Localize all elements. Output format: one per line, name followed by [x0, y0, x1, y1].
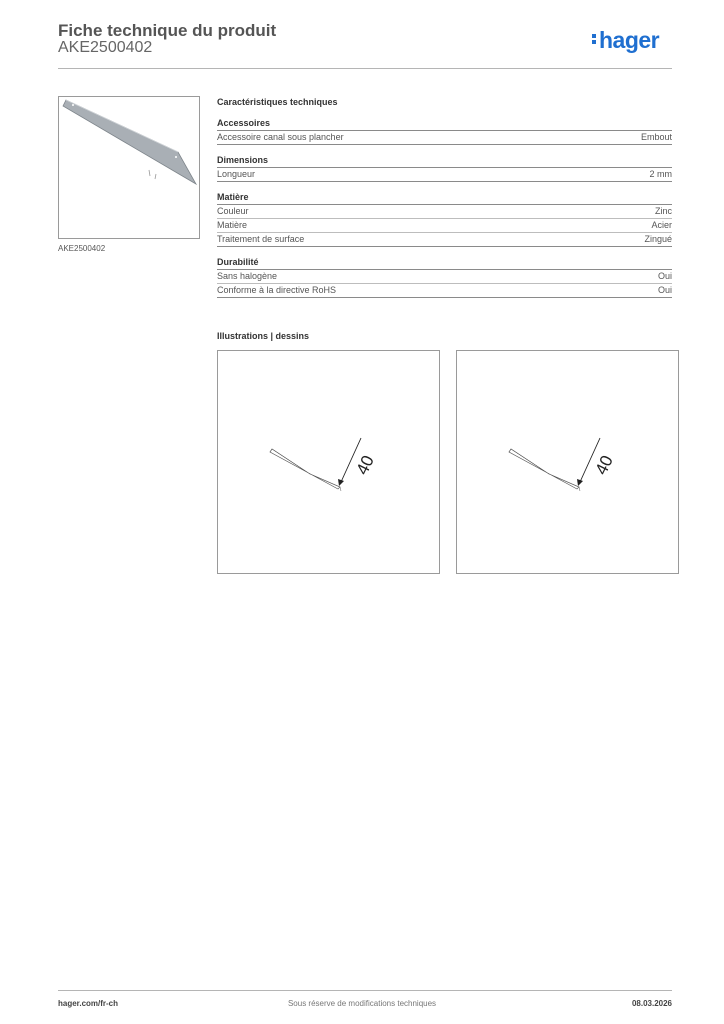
page-title: Fiche technique du produit: [58, 21, 277, 40]
footer-note: Sous réserve de modifications techniques: [287, 999, 437, 1008]
spec-label: Accessoire canal sous plancher: [217, 132, 344, 142]
spec-value: Acier: [651, 220, 672, 230]
spec-row: [217, 219, 672, 233]
spec-value: Oui: [657, 271, 672, 281]
dimension-drawing: [217, 350, 440, 574]
spec-row: [217, 270, 672, 284]
spec-section-title: Accessoires: [217, 118, 672, 131]
spec-label: Matière: [217, 220, 248, 230]
spec-label: Couleur: [217, 206, 249, 216]
spec-row: [217, 284, 672, 298]
header-divider: [58, 68, 672, 69]
illustrations-heading: Illustrations | dessins: [217, 331, 310, 341]
spec-value: Embout: [640, 132, 672, 142]
spec-label: Traitement de surface: [217, 234, 305, 244]
dimension-drawing-svg: [218, 351, 439, 573]
spec-value: Zinc: [654, 206, 672, 216]
spec-section-title: Dimensions: [217, 155, 672, 168]
spec-section-title: Durabilité: [217, 257, 672, 270]
product-reference: AKE2500402: [58, 39, 153, 56]
dimension-label: 40: [352, 452, 378, 478]
spec-label: Sans halogène: [217, 271, 278, 281]
spec-row: [217, 131, 672, 145]
spec-section-matiere: [217, 192, 672, 247]
spec-row: [217, 168, 672, 182]
footer-divider: [58, 990, 672, 991]
logo-dots-icon: [592, 32, 597, 46]
product-image-caption: AKE2500402: [58, 244, 106, 253]
spec-row: [217, 205, 672, 219]
end-cap-plate-image: [59, 97, 199, 238]
spec-value: Zingué: [644, 234, 672, 244]
spec-section-title: Matière: [217, 192, 672, 205]
spec-label: Conforme à la directive RoHS: [217, 285, 337, 295]
spec-label: Longueur: [217, 169, 256, 179]
footer-site-link[interactable]: hager.com/fr-ch: [58, 999, 119, 1008]
logo-text: hager: [599, 27, 660, 53]
spec-value: Oui: [657, 285, 672, 295]
dimension-label: 40: [591, 452, 617, 478]
specs-heading: Caractéristiques techniques: [217, 97, 338, 107]
footer-date: 08.03.2026: [631, 999, 672, 1008]
product-image: [58, 96, 200, 239]
dimension-drawing-svg: [457, 351, 678, 573]
spec-section-durabilite: [217, 257, 672, 298]
spec-section-dimensions: [217, 155, 672, 182]
dimension-drawing: [456, 350, 679, 574]
spec-value: 2 mm: [649, 169, 672, 179]
spec-row: [217, 233, 672, 247]
spec-section-accessoires: [217, 118, 672, 145]
hager-logo: [592, 27, 659, 54]
technical-specs: [217, 96, 672, 298]
